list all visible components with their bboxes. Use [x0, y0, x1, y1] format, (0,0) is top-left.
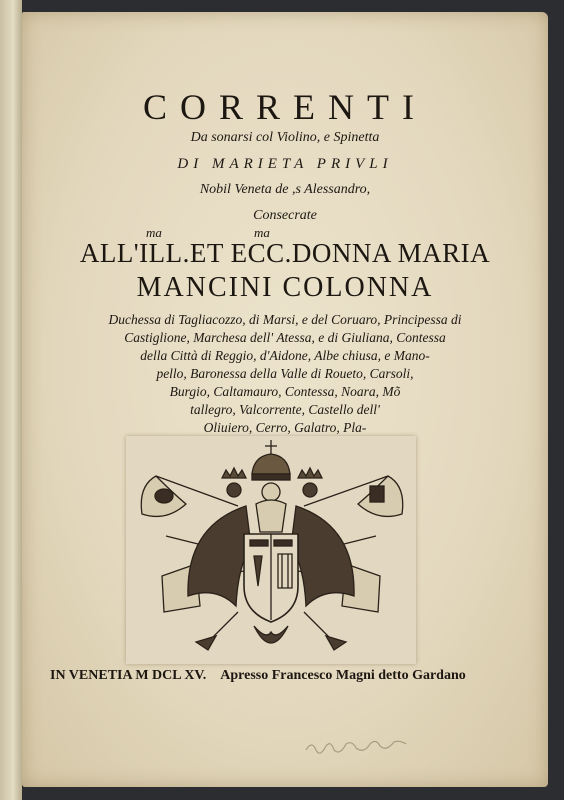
- coat-of-arms-icon: [126, 436, 416, 664]
- signature-icon: [302, 736, 412, 758]
- dedication-line-1: ALL'ILL.ET ECC.DONNA MARIA: [79, 238, 491, 268]
- imprint-place: IN VENETIA M DCL XV.: [50, 668, 207, 683]
- imprint-line: [50, 668, 510, 684]
- superscript-ma-2: ma: [254, 225, 270, 240]
- titles-line: Duchessa di Tagliacozzo, di Marsi, e del Coruaro, Principessa di: [108, 312, 462, 327]
- subtitle-instruments: Da sonarsi col Violino, e Spinetta: [190, 130, 380, 145]
- adjacent-page-edge: [0, 0, 22, 800]
- titles-line: pello, Baronessa della Valle di Roueto, Carsoli,: [156, 366, 414, 381]
- superscript-ma-1: ma: [146, 225, 162, 240]
- title-page: [22, 12, 548, 787]
- coat-of-arms-engraving: [126, 436, 416, 664]
- author-origin: Nobil Veneta de ,s Alessandro,: [199, 182, 371, 197]
- titles-line: Burgio, Caltamauro, Contessa, Noara, Mõ: [169, 384, 401, 399]
- dedication-line-2: MANCINI COLONNA: [136, 272, 434, 303]
- author-name: DI MARIETA PRIVLI: [177, 156, 393, 172]
- consecrate-label: Consecrate: [253, 208, 317, 223]
- imprint-printer: Apresso Francesco Magni detto Gardano: [220, 668, 466, 683]
- titles-line: della Città di Reggio, d'Aidone, Albe chiusa, e Mano-: [140, 348, 430, 363]
- titles-line: Castiglione, Marchesa dell' Atessa, e di Giuliana, Contessa: [124, 330, 446, 345]
- titles-line: Oliuiero, Cerro, Galatro, Pla-: [203, 420, 367, 435]
- titles-line: tallegro, Valcorrente, Castello dell': [190, 402, 380, 417]
- handwritten-signature: [302, 736, 412, 758]
- page-title: CORRENTI: [143, 87, 427, 127]
